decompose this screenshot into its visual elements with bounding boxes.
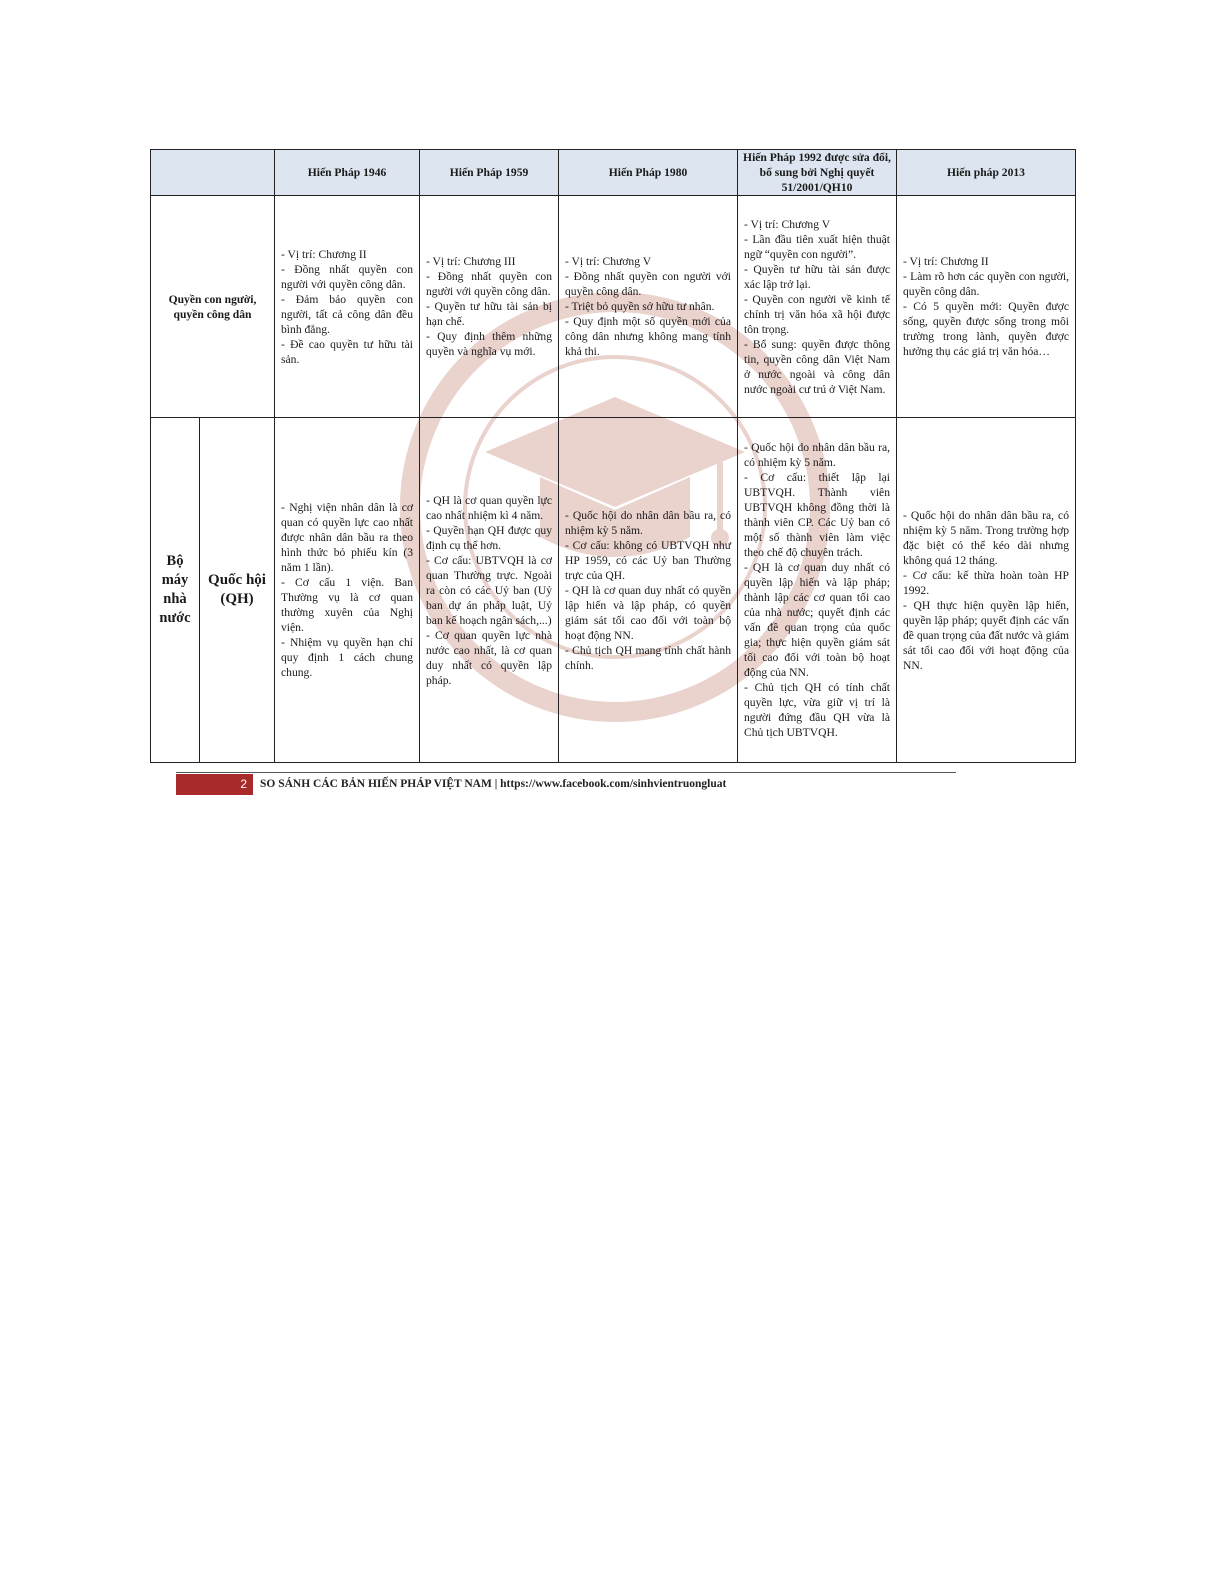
header-corner-cell <box>151 150 275 196</box>
cell-line: - Cơ cấu: kế thừa hoàn toàn HP 1992. <box>903 568 1069 597</box>
row-label-national-assembly: Quốc hội (QH) <box>200 418 275 763</box>
cell-row2-hp1980 <box>559 418 738 763</box>
cell-line: - QH là cơ quan quyền lực cao nhất nhiệm kì 4 năm. <box>426 493 552 522</box>
cell-line: - Quy định một số quyền mới của công dân nhưng không mang tính khả thi. <box>565 315 731 358</box>
cell-line: - Đề cao quyền tư hữu tài sản. <box>281 337 413 366</box>
cell-line: - Đồng nhất quyền con người với quyền công dân. <box>281 262 413 291</box>
cell-row1-hp1959 <box>420 196 559 418</box>
cell-row2-hp2013 <box>897 418 1076 763</box>
cell-line: - Nhiệm vụ quyền hạn chỉ quy định 1 cách chung chung. <box>281 636 413 679</box>
cell-line: - Vị trí: Chương III <box>426 255 516 268</box>
cell-line: - Vị trí: Chương II <box>281 247 367 261</box>
cell-row2-hp1992 <box>738 418 897 763</box>
constitution-comparison-table <box>150 149 1076 763</box>
cell-line: - Vị trí: Chương V <box>744 217 831 231</box>
cell-line: - Cơ quan quyền lực nhà nước cao nhất, là cơ quan duy nhất có quyền lập pháp. <box>426 628 552 687</box>
cell-line: - Bổ sung: quyền được thông tin, quyền công dân Việt Nam ở nước ngoài và công dân nước ngoài cư trú ở Việt Nam. <box>744 337 890 396</box>
cell-line: - QH là cơ quan duy nhất có quyền lập hiến và lập pháp; thành lập các cơ quan tối cao của nhà nước; quyết định các vấn đề quan trọng của quốc gia; thực hiện quyền giám sát tối cao đối với toàn bộ hoạt động của NN. <box>744 561 890 679</box>
cell-row2-hp1959 <box>420 418 559 763</box>
header-hp1946: Hiến Pháp 1946 <box>275 150 420 196</box>
page-number-badge: 2 <box>176 774 253 795</box>
cell-line: - Chủ tịch QH mang tính chất hành chính. <box>565 643 731 672</box>
cell-line: - Làm rõ hơn các quyền con người, quyền công dân. <box>903 270 1069 298</box>
cell-line: - Vị trí: Chương II <box>903 255 989 268</box>
cell-line: - Cơ cấu: thiết lập lại UBTVQH. Thành viên UBTVQH không đồng thời là thành viên CP. Các Uỷ ban có một số thành viên làm việc theo chế độ chuyên trách. <box>744 471 890 559</box>
cell-row2-hp1946 <box>275 418 420 763</box>
header-hp1980: Hiến Pháp 1980 <box>559 150 738 196</box>
cell-line: - Quyền tư hữu tài sản được xác lập trở lại. <box>744 262 890 291</box>
cell-row1-hp1946 <box>275 196 420 418</box>
cell-line: - Quyền tư hữu tài sản bị hạn chế. <box>426 300 552 328</box>
cell-row1-hp2013 <box>897 196 1076 418</box>
row-group-label-state-apparatus: Bộ máy nhà nước <box>151 418 200 763</box>
cell-line: - Có 5 quyền mới: Quyền được sống, quyền được sống trong môi trường trong lành, quyền được hưởng thụ các giá trị văn hóa… <box>903 300 1069 358</box>
cell-line: - Đồng nhất quyền con người với quyền công dân. <box>426 270 552 298</box>
cell-row1-hp1980 <box>559 196 738 418</box>
header-hp1959: Hiến Pháp 1959 <box>420 150 559 196</box>
header-row <box>151 150 1076 196</box>
footer-divider <box>176 772 956 773</box>
cell-line: - Cơ cấu 1 viện. Ban Thường vụ là cơ quan thường xuyên của Nghị viện. <box>281 576 413 634</box>
footer-text: SO SÁNH CÁC BẢN HIẾN PHÁP VIỆT NAM | https://www.facebook.com/sinhvientruongluat <box>260 778 727 790</box>
cell-line: - Đảm bảo quyền con người, tất cả công dân đều bình đẳng. <box>281 292 413 336</box>
cell-line: - Chủ tịch QH có tính chất quyền lực, vừa giữ vị trí là người đứng đầu QH vừa là Chủ tịch UBTVQH. <box>744 681 890 739</box>
cell-line: - Lần đầu tiên xuất hiện thuật ngữ “quyền con người”. <box>744 232 890 261</box>
cell-line: - Nghị viện nhân dân là cơ quan có quyền lực cao nhất được nhân dân bầu ra theo hình thức bỏ phiếu kín (3 năm 1 lần). <box>281 501 413 574</box>
table-row-national-assembly <box>151 418 1076 763</box>
cell-line: - Vị trí: Chương V <box>565 255 652 268</box>
cell-line: - Quyền con người về kinh tế chính trị văn hóa xã hội được tôn trọng. <box>744 292 890 336</box>
header-hp1992: Hiến Pháp 1992 được sửa đổi, bổ sung bởi Nghị quyết 51/2001/QH10 <box>738 150 897 196</box>
row-label-human-rights: Quyền con người, quyền công dân <box>151 196 275 418</box>
cell-line: - Quốc hội do nhân dân bầu ra, có nhiệm kỳ 5 năm. <box>565 508 731 537</box>
cell-row1-hp1992 <box>738 196 897 418</box>
header-hp2013: Hiến pháp 2013 <box>897 150 1076 196</box>
cell-line: - Quy định thêm những quyền và nghĩa vụ mới. <box>426 330 552 358</box>
cell-line: - QH thực hiện quyền lập hiến, quyền lập pháp; quyết định các vấn đề quan trọng của đất nước và giám sát tối cao đối với hoạt động của NN. <box>903 598 1069 672</box>
cell-line: - Quốc hội do nhân dân bầu ra, có nhiệm kỳ 5 năm. Trong trường hợp đặc biệt có thể kéo dài nhưng không quá 12 tháng. <box>903 508 1069 567</box>
cell-line: - Cơ cấu: UBTVQH là cơ quan Thường trực. Ngoài ra còn có các Uỷ ban (Uỷ ban dự án pháp luật, Uỷ ban kế hoạch ngân sách,...) <box>426 553 552 627</box>
page-footer <box>176 772 956 796</box>
table-row-human-rights <box>151 196 1076 418</box>
cell-line: - Quốc hội do nhân dân bầu ra, có nhiệm kỳ 5 năm. <box>744 441 890 469</box>
cell-line: - Đồng nhất quyền con người với quyền công dân. <box>565 270 731 298</box>
cell-line: - Cơ cấu: không có UBTVQH như HP 1959, có các Uỷ ban Thường trực của QH. <box>565 538 731 582</box>
cell-line: - Triệt bỏ quyền sở hữu tư nhân. <box>565 300 715 313</box>
cell-line: - QH là cơ quan duy nhất có quyền lập hiến và lập pháp, có quyền giám sát tối cao đối với toàn bộ hoạt động NN. <box>565 583 731 642</box>
cell-line: - Quyền hạn QH được quy định cụ thể hơn. <box>426 523 552 552</box>
